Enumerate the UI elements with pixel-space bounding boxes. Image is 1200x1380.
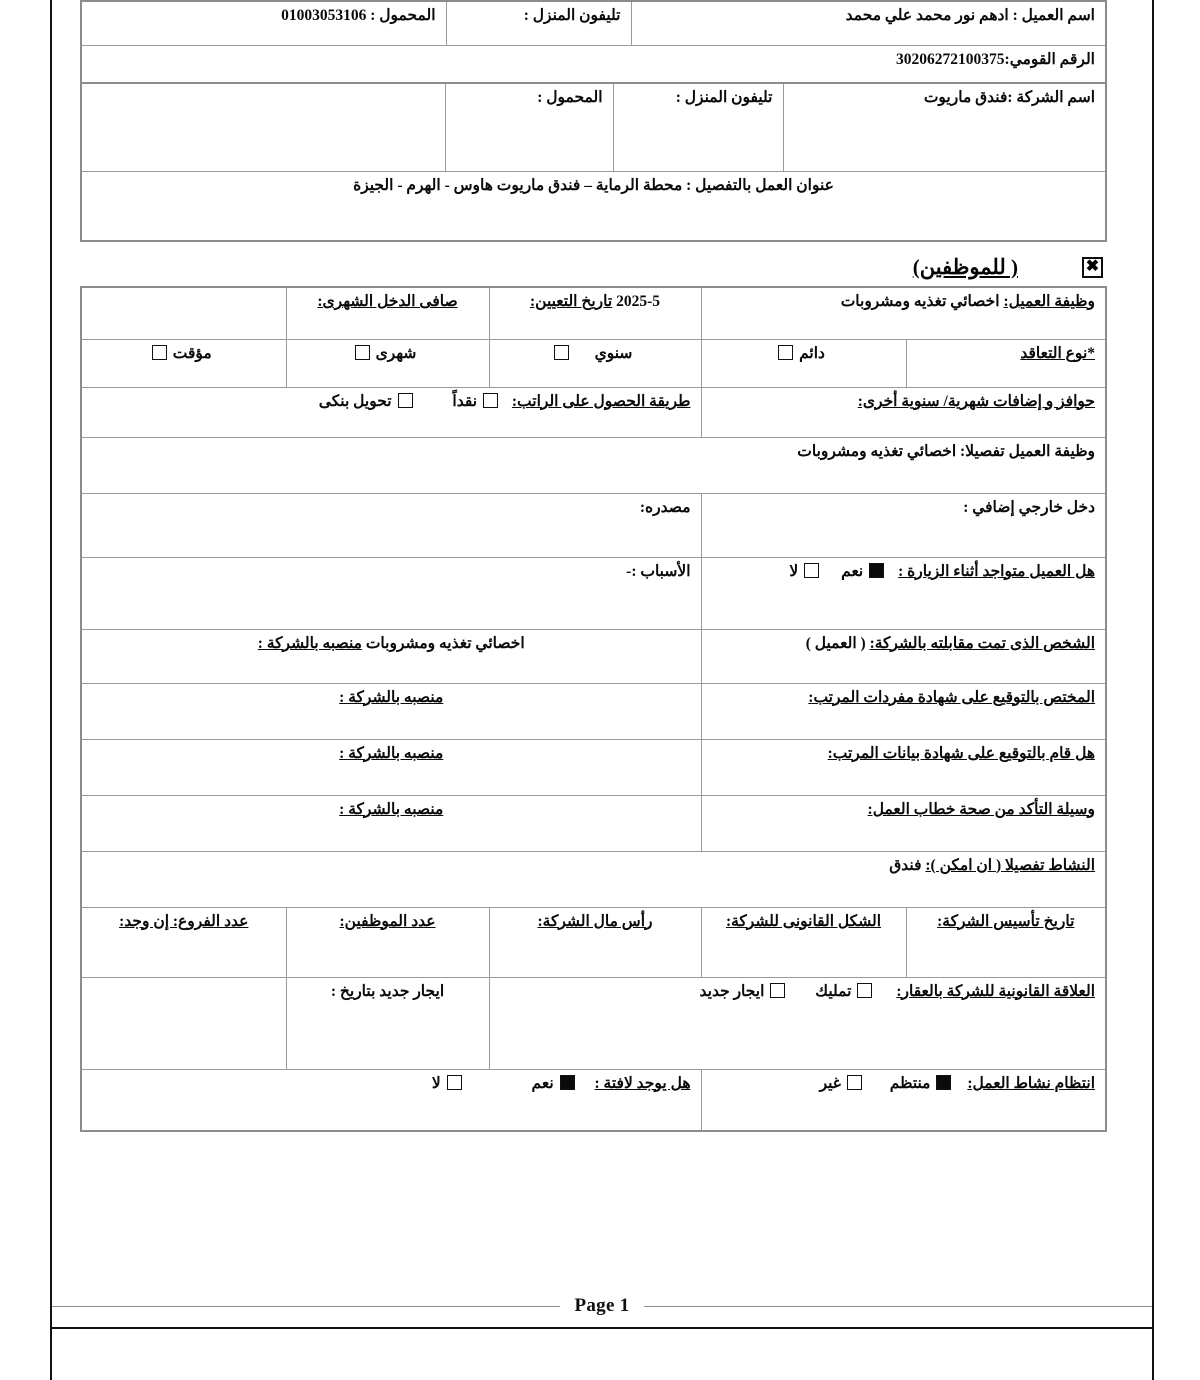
company-legal-form-cell [701,907,906,977]
contract-option-temporary-label: مؤقت [172,344,212,362]
hire-date-label: تاريخ التعيين: [529,293,613,310]
verification-method-cell [701,795,1106,851]
net-income-value-cell [81,287,286,339]
work-address-cell: عنوان العمل بالتفصيل : محطة الرماية – فندق ماريوت هاوس - الهرم - الجيزة [81,171,1106,241]
contract-option-yearly-checkbox[interactable] [554,345,569,360]
contract-option-permanent-label: دائم [799,344,825,362]
company-employee-count-label: عدد الموظفين: [339,912,436,930]
company-employee-count-cell [286,907,489,977]
property-relation-ownership-label: تمليك [815,982,852,1000]
client-present-label: هل العميل متواجد أثناء الزيارة : [898,562,1096,580]
client-present-cell [701,557,1106,629]
company-mobile-cell: المحمول : [445,83,613,171]
contract-type-label: *نوع التعاقد [1020,344,1096,362]
activity-detail-value: فندق [889,856,922,874]
company-founding-date-cell [906,907,1106,977]
company-name-cell: اسم الشركة :فندق ماريوت [783,83,1106,171]
work-regularity-label: انتظام نشاط العمل: [967,1074,1096,1092]
table-row-company-name [81,83,1106,171]
page-border-left [50,0,52,1380]
incentives-label: حوافز و إضافات شهرية/ سنوية أخرى: [857,392,1096,410]
client-present-yes-checkbox[interactable] [869,563,884,578]
contract-option-monthly-label: شهرى [375,344,417,362]
company-founding-date-label: تاريخ تأسيس الشركة: [937,912,1075,930]
table-row-client-name [81,1,1106,45]
table-row-national-id [81,45,1106,83]
signboard-yes-label: نعم [531,1074,554,1092]
table-row-verification-method [81,795,1106,851]
client-present-yes-label: نعم [841,562,864,580]
table-row-job-and-income [81,287,1106,339]
reasons-cell: الأسباب :- [81,557,701,629]
table-row-salary-data-signer [81,739,1106,795]
company-home-phone-cell: تليفون المنزل : [613,83,783,171]
incentives-cell [701,387,1106,437]
salary-data-signer-cell [701,739,1106,795]
signboard-label: هل يوجد لافتة : [594,1074,691,1092]
table-row-company-info [81,907,1106,977]
footer-rule-right [644,1306,1152,1307]
client-present-no-label: لا [789,562,799,580]
footer-rule-left [52,1306,560,1307]
job-title-cell [701,287,1106,339]
section-title-text: ( للموظفين) [912,254,1018,279]
company-contact-table [80,82,1107,242]
table-row-work-regularity [81,1069,1106,1131]
table-row-job-detail [81,437,1106,493]
salary-data-signer-position-cell [81,739,701,795]
table-row-property-relation [81,977,1106,1069]
hire-date-value: 2025-5 [616,293,660,310]
interviewed-person-label: الشخص الذى تمت مقابلته بالشركة: [869,634,1096,652]
verification-method-label: وسيلة التأكد من صحة خطاب العمل: [867,800,1096,818]
company-branch-count-label: عدد الفروع: إن وجد: [119,912,249,930]
contract-option-temporary-checkbox[interactable] [152,345,167,360]
signboard-cell [81,1069,701,1131]
contract-option-temporary[interactable] [81,339,286,387]
verification-position-cell [81,795,701,851]
salary-method-cash-checkbox[interactable] [483,393,498,408]
table-row-client-present [81,557,1106,629]
contract-option-permanent[interactable] [701,339,906,387]
property-relation-newrent-checkbox[interactable] [770,983,785,998]
client-home-phone-cell: تليفون المنزل : [446,1,631,45]
signboard-no-checkbox[interactable] [447,1075,462,1090]
salary-method-bank-checkbox[interactable] [398,393,413,408]
salary-cert-signer-label: المختص بالتوقيع على شهادة مفردات المرتب: [808,688,1096,706]
page-border-right [1152,0,1154,1380]
company-capital-cell [489,907,701,977]
job-detail-label: وظيفة العميل تفصيلا: [960,442,1096,460]
page-title [913,255,1018,280]
client-mobile-cell: المحمول : 01003053106 [81,1,446,45]
contract-type-label-cell [906,339,1106,387]
employee-details-table [80,286,1107,1132]
company-capital-label: رأس مال الشركة: [537,912,653,930]
hire-date-cell [489,287,701,339]
job-title-label: وظيفة العميل: [1003,293,1096,310]
signboard-no-label: لا [431,1074,441,1092]
salary-data-signer-label: هل قام بالتوقيع على شهادة بيانات المرتب: [827,744,1096,762]
work-regularity-regular-checkbox[interactable] [936,1075,951,1090]
work-regularity-cell [701,1069,1106,1131]
interviewed-position-cell [81,629,701,683]
extra-income-cell: دخل خارجي إضافي : [701,493,1106,557]
contract-option-permanent-checkbox[interactable] [778,345,793,360]
verification-position-label: منصبه بالشركة : [339,800,444,818]
company-legal-form-label: الشكل القانونى للشركة: [725,912,882,930]
property-relation-label: العلاقة القانونية للشركة بالعقار: [896,982,1096,1000]
property-relation-blank-cell [81,977,286,1069]
client-contact-table [80,0,1107,84]
table-row-incentives [81,387,1106,437]
salary-data-signer-position-label: منصبه بالشركة : [339,744,444,762]
footer-baseline [52,1327,1152,1329]
employees-section-heading [80,242,1105,286]
table-row-work-address [81,171,1106,241]
salary-cert-signer-position-label: منصبه بالشركة : [339,688,444,706]
job-title-value: اخصائي تغذيه ومشروبات [840,293,1000,310]
activity-detail-cell [81,851,1106,907]
salary-cert-signer-cell [701,683,1106,739]
table-row-extra-income [81,493,1106,557]
activity-detail-label: النشاط تفصيلا ( ان امكن ): [925,856,1096,874]
client-present-no-checkbox[interactable] [804,563,819,578]
section-checkbox-x-icon[interactable]: ✖ [1082,257,1103,278]
work-regularity-regular-label: منتظم [889,1074,931,1092]
salary-cert-signer-position-cell [81,683,701,739]
contract-option-monthly[interactable] [286,339,489,387]
company-branch-count-cell [81,907,286,977]
new-rent-date-cell: ايجار جديد بتاريخ : [286,977,489,1069]
interviewed-person-value: ( العميل ) [805,634,866,652]
salary-method-cash-label: نقداً [452,392,478,410]
property-relation-newrent-label: ايجار جديد [699,982,765,1000]
table-row-contract-type [81,339,1106,387]
work-regularity-irregular-label: غير [819,1074,841,1092]
extra-income-source-cell: مصدره: [81,493,701,557]
net-income-label-cell [286,287,489,339]
salary-method-label: طريقة الحصول على الراتب: [511,392,691,410]
page-footer [52,1295,1152,1335]
interviewed-person-cell [701,629,1106,683]
signboard-yes-checkbox[interactable] [560,1075,575,1090]
contract-option-yearly[interactable] [489,339,701,387]
work-regularity-irregular-checkbox[interactable] [847,1075,862,1090]
job-detail-cell [81,437,1106,493]
interviewed-position-label: منصبه بالشركة : [257,634,362,652]
document-sheet [80,0,1105,1132]
net-income-label: صافى الدخل الشهرى: [317,293,458,310]
salary-method-bank-label: تحويل بنكى [318,392,392,410]
salary-method-cell [81,387,701,437]
table-row-salary-cert-signer [81,683,1106,739]
job-detail-value: اخصائي تغذيه ومشروبات [797,442,957,460]
table-row-interviewed-person [81,629,1106,683]
property-relation-ownership-checkbox[interactable] [857,983,872,998]
table-row-activity-detail [81,851,1106,907]
contract-option-yearly-label: سنوي [594,344,633,362]
contract-option-monthly-checkbox[interactable] [355,345,370,360]
client-name-cell: اسم العميل : ادهم نور محمد علي محمد [631,1,1106,45]
interviewed-position-value: اخصائي تغذيه ومشروبات [365,634,525,652]
company-extra-cell [81,83,445,171]
property-relation-cell [489,977,1106,1069]
national-id-cell: الرقم القومي:30206272100375 [81,45,1106,83]
page-number: Page 1 [574,1295,630,1316]
